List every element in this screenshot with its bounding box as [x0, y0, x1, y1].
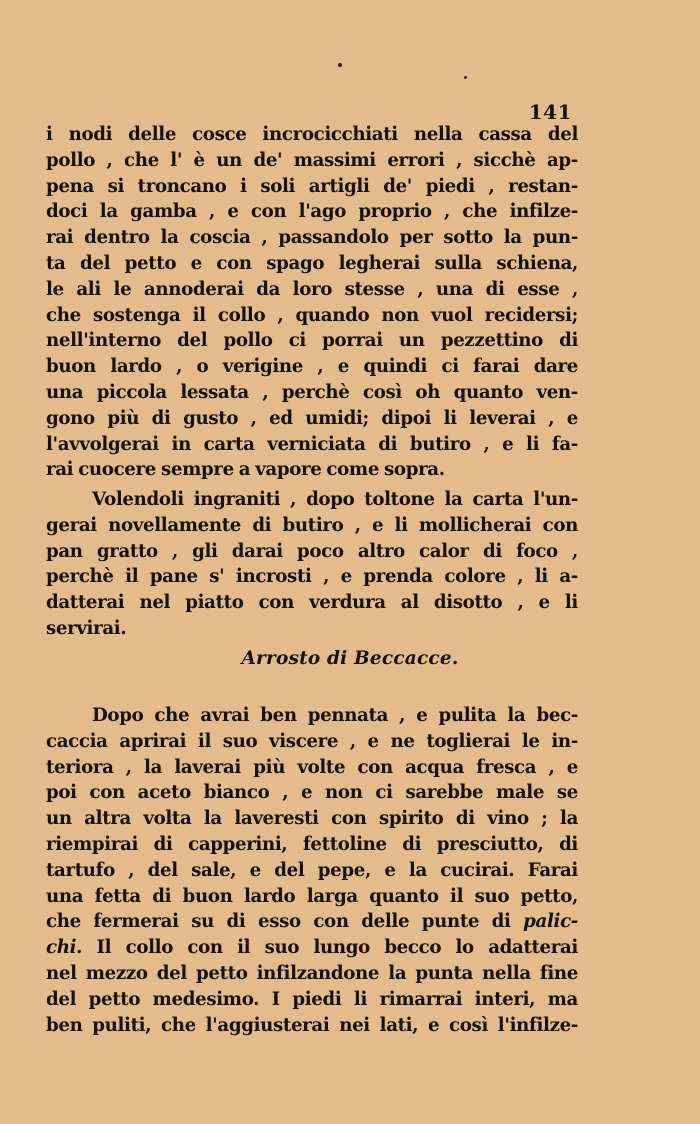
text-line: tartufo , del sale, e del pepe, e la cucirai. Farai	[46, 859, 578, 881]
text-line: doci la gamba , e con l'ago proprio , che infilze-	[46, 201, 578, 223]
section-heading: Arrosto di Beccacce.	[241, 648, 459, 669]
text-line: ta del petto e con spago legherai sulla schiena,	[46, 252, 578, 274]
text-line: l'avvolgerai in carta verniciata di butiro , e li fa-	[46, 433, 578, 455]
paragraph-3	[46, 703, 578, 1038]
text-line: gono più di gusto , ed umidi; dipoi li leverai , e	[46, 407, 578, 429]
text-line: un altra volta la laveresti con spirito di vino ; la	[46, 808, 578, 830]
text-line: buon lardo , o verigine , e quindi ci farai dare	[46, 356, 578, 378]
text-line: servirai.	[46, 617, 127, 639]
text-line: rai cuocere sempre a vapore come sopra.	[46, 459, 445, 481]
text-line: perchè il pane s' incrosti , e prenda colore , li a-	[46, 566, 578, 588]
text-line: poi con aceto bianco , e non ci sarebbe male se	[46, 782, 578, 804]
ink-speck	[464, 76, 467, 79]
text-line: che sostenga il collo , quando non vuol recidersi;	[46, 304, 578, 326]
text-line	[46, 909, 578, 935]
text-line: le ali le annoderai da loro stesse , una di esse ,	[46, 278, 578, 300]
text-line: rai dentro la coscia , passandolo per sotto la pun-	[46, 227, 578, 249]
text-line: ben puliti, che l'aggiusterai nei lati, e così l'infilze-	[46, 1014, 578, 1036]
text-line: una fetta di buon lardo larga quanto il suo petto,	[46, 885, 578, 907]
text-line: pena si troncano i soli artigli de' piedi , restan-	[46, 175, 578, 197]
italic-word: palic-	[523, 911, 578, 933]
text-line: pan gratto , gli darai poco altro calor di foco ,	[46, 540, 578, 562]
text-line: teriora , la laverai più volte con acqua fresca , e	[46, 756, 578, 778]
text-line: riempirai di capperini, fettoline di presciutto, di	[46, 833, 578, 855]
text-line: i nodi delle cosce incrocicchiati nella cassa del	[46, 124, 578, 145]
page-number: 141	[528, 100, 572, 124]
text-line: pollo , che l' è un de' massimi errori , sicchè ap-	[46, 149, 578, 171]
paragraph-2	[46, 487, 578, 642]
text-line: una piccola lessata , perchè così oh quanto ven-	[46, 381, 578, 403]
paragraph-1	[46, 122, 578, 483]
text-line: nell'interno del pollo ci porrai un pezzettino di	[46, 330, 578, 352]
text-line: caccia aprirai il suo viscere , e ne toglierai le in-	[46, 730, 578, 752]
text-line: nel mezzo del petto infilzandone la punta nella fine	[46, 962, 578, 984]
text-line: gerai novellamente di butiro , e li mollicherai con	[46, 514, 578, 536]
text-line: del petto medesimo. I piedi li rimarrai interi, ma	[46, 988, 578, 1010]
text-line: Volendoli ingraniti , dopo toltone la carta l'un-	[92, 489, 578, 510]
italic-word: chi.	[46, 937, 83, 959]
text-line: datterai nel piatto con verdura al disotto , e li	[46, 592, 578, 614]
text-line: Dopo che avrai ben pennata , e pulita la bec-	[92, 705, 578, 726]
text-line-roman: Il collo con il suo lungo becco lo adatterai	[82, 937, 578, 959]
text-line	[46, 935, 578, 961]
ink-speck	[338, 63, 342, 67]
text-line-roman: che fermerai su di esso con delle punte di	[46, 911, 511, 933]
